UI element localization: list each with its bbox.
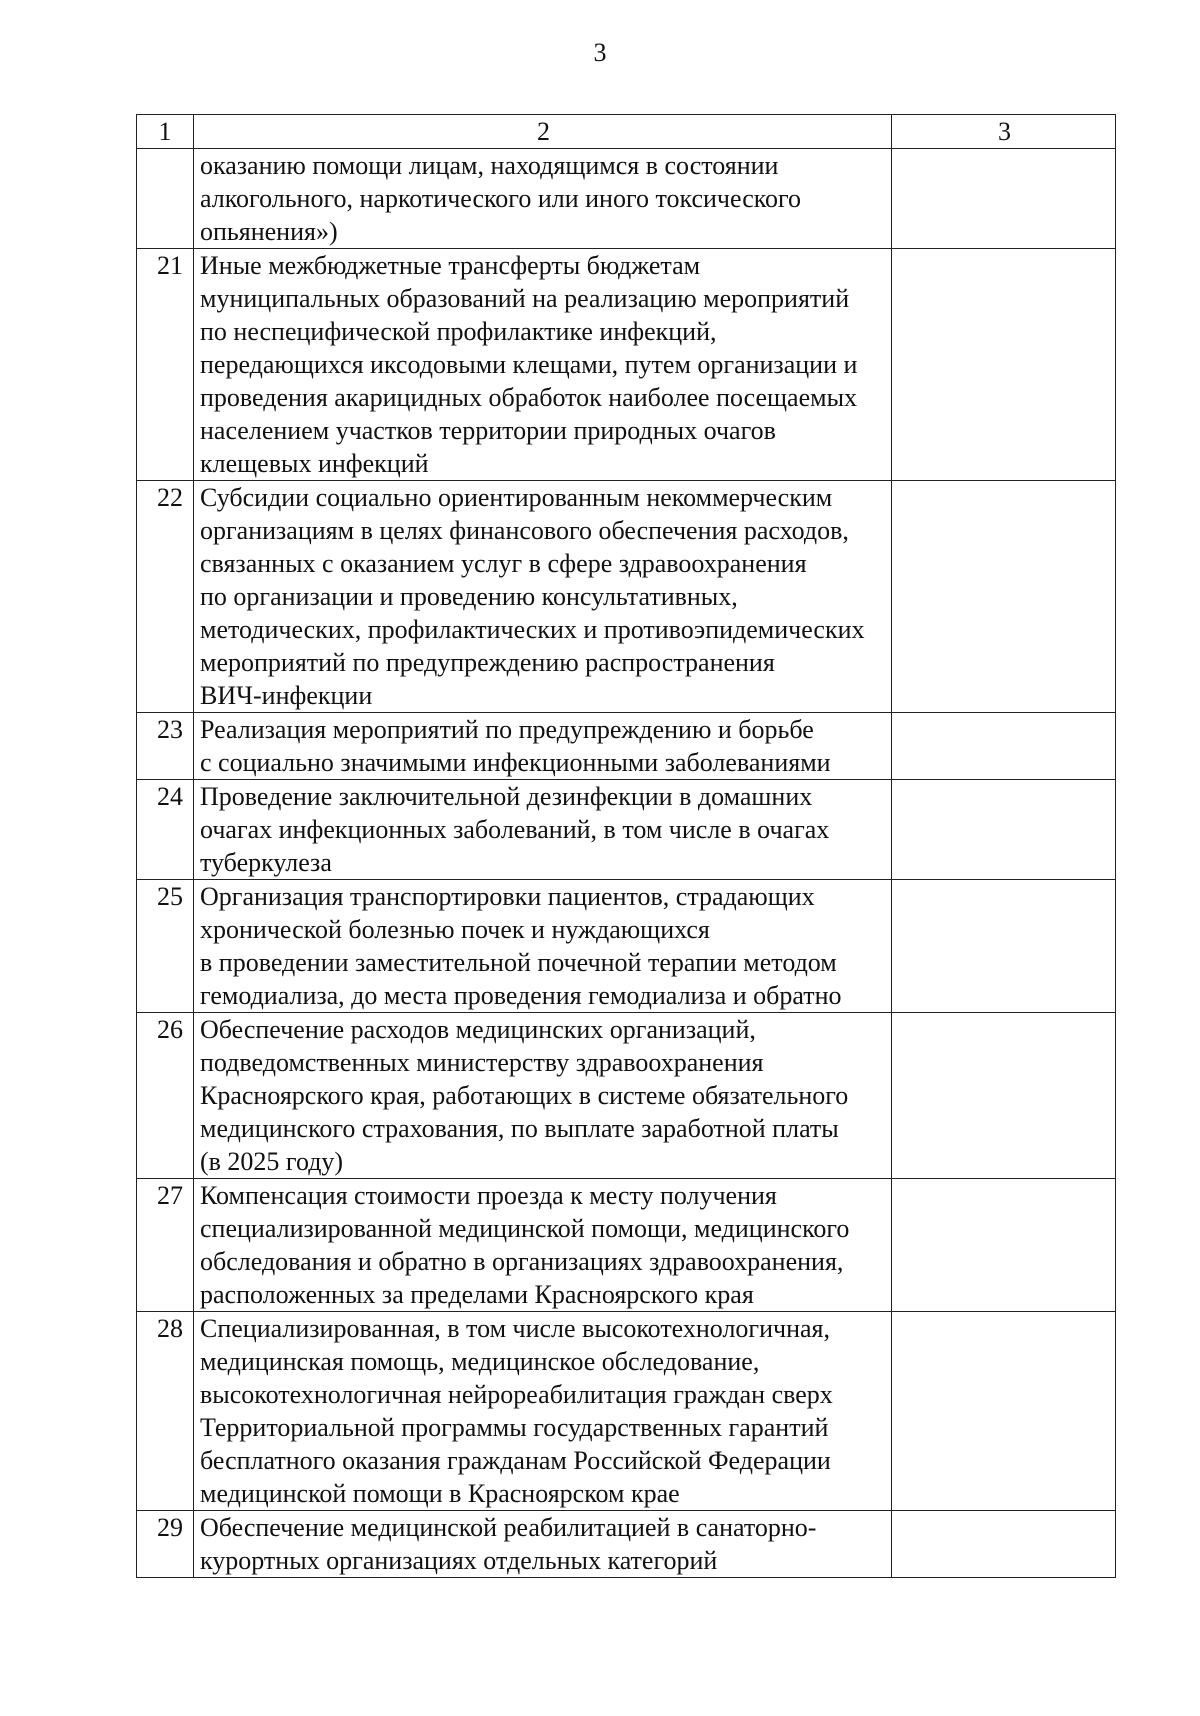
description-line: туберкулеза [200, 848, 332, 877]
row-number: 26 [137, 1013, 194, 1179]
description-line: расположенных за пределами Красноярского края [200, 1280, 754, 1309]
description-line: Специализированная, в том числе высокотехнологичная, [200, 1314, 830, 1343]
description-line: опьянения») [200, 217, 338, 246]
row-description [194, 880, 892, 1013]
row-description [194, 1511, 892, 1578]
row-number: 24 [137, 780, 194, 880]
row-number: 25 [137, 880, 194, 1013]
description-line: Реализация мероприятий по предупреждению и борьбе [200, 715, 814, 744]
row-number: 29 [137, 1511, 194, 1578]
row-col-3 [892, 1013, 1116, 1179]
row-col-3 [892, 1312, 1116, 1511]
table-row [137, 1511, 1116, 1578]
table-row [137, 1179, 1116, 1312]
description-line: медицинского страхования, по выплате заработной платы [200, 1114, 839, 1143]
row-number: 22 [137, 481, 194, 713]
header-col-1: 1 [137, 115, 194, 149]
row-number: 21 [137, 249, 194, 481]
table-row [137, 149, 1116, 249]
description-line: гемодиализа, до места проведения гемодиализа и обратно [200, 981, 842, 1010]
appendix-table [136, 114, 1116, 1578]
description-line: Иные межбюджетные трансферты бюджетам [200, 251, 701, 280]
row-col-3 [892, 1511, 1116, 1578]
description-line: хронической болезнью почек и нуждающихся [200, 915, 710, 944]
description-line: медицинской помощи в Красноярском крае [200, 1479, 680, 1508]
description-line: курортных организациях отдельных категорий [200, 1546, 718, 1575]
row-col-3 [892, 713, 1116, 780]
row-description [194, 780, 892, 880]
description-line: Территориальной программы государственных гарантий [200, 1413, 829, 1442]
row-col-3 [892, 481, 1116, 713]
description-line: (в 2025 году) [200, 1147, 344, 1176]
description-line: ВИЧ-инфекции [200, 681, 373, 710]
row-description [194, 249, 892, 481]
row-number: 27 [137, 1179, 194, 1312]
row-col-3 [892, 249, 1116, 481]
table-row [137, 713, 1116, 780]
description-line: алкогольного, наркотического или иного токсического [200, 184, 802, 213]
description-line: клещевых инфекций [200, 449, 429, 478]
description-line: подведомственных министерству здравоохранения [200, 1048, 764, 1077]
row-number [137, 149, 194, 249]
description-line: передающихся иксодовыми клещами, путем организации и [200, 350, 858, 379]
description-line: Организация транспортировки пациентов, страдающих [200, 882, 815, 911]
description-line: оказанию помощи лицам, находящимся в состоянии [200, 151, 779, 180]
row-description [194, 1312, 892, 1511]
row-description [194, 1179, 892, 1312]
row-col-3 [892, 149, 1116, 249]
row-description [194, 1013, 892, 1179]
description-line: с социально значимыми инфекционными заболеваниями [200, 748, 831, 777]
description-line: высокотехнологичная нейрореабилитация граждан сверх [200, 1380, 833, 1409]
description-line: методических, профилактических и противоэпидемических [200, 615, 865, 644]
description-line: Проведение заключительной дезинфекции в домашних [200, 782, 813, 811]
description-line: Обеспечение медицинской реабилитацией в санаторно- [200, 1513, 817, 1542]
row-col-3 [892, 1179, 1116, 1312]
page-number: 3 [593, 38, 607, 67]
row-description [194, 713, 892, 780]
description-line: бесплатного оказания гражданам Российской Федерации [200, 1446, 831, 1475]
description-line: Обеспечение расходов медицинских организаций, [200, 1015, 756, 1044]
table-row [137, 880, 1116, 1013]
description-line: Компенсация стоимости проезда к месту получения [200, 1181, 777, 1210]
description-line: муниципальных образований на реализацию мероприятий [200, 284, 850, 313]
description-line: Красноярского края, работающих в системе обязательного [200, 1081, 849, 1110]
description-line: Субсидии социально ориентированным некоммерческим [200, 483, 833, 512]
description-line: обследования и обратно в организациях здравоохранения, [200, 1247, 844, 1276]
description-line: по организации и проведению консультативных, [200, 582, 738, 611]
description-line: по неспецифической профилактике инфекций, [200, 317, 717, 346]
description-line: проведения акарицидных обработок наиболее посещаемых [200, 383, 858, 412]
header-col-3: 3 [892, 115, 1116, 149]
row-number: 28 [137, 1312, 194, 1511]
header-row [137, 115, 1116, 149]
table-row [137, 1013, 1116, 1179]
row-col-3 [892, 880, 1116, 1013]
description-line: мероприятий по предупреждению распространения [200, 648, 775, 677]
description-line: специализированной медицинской помощи, медицинского [200, 1214, 850, 1243]
description-line: медицинская помощь, медицинское обследование, [200, 1347, 760, 1376]
description-line: населением участков территории природных очагов [200, 416, 776, 445]
row-description [194, 149, 892, 249]
description-line: связанных с оказанием услуг в сфере здравоохранения [200, 549, 807, 578]
table-row [137, 249, 1116, 481]
table-row [137, 481, 1116, 713]
row-description [194, 481, 892, 713]
header-col-2: 2 [194, 115, 892, 149]
description-line: в проведении заместительной почечной терапии методом [200, 948, 837, 977]
row-number: 23 [137, 713, 194, 780]
table-row [137, 1312, 1116, 1511]
description-line: очагах инфекционных заболеваний, в том числе в очагах [200, 815, 830, 844]
row-col-3 [892, 780, 1116, 880]
table-row [137, 780, 1116, 880]
description-line: организациям в целях финансового обеспечения расходов, [200, 516, 849, 545]
